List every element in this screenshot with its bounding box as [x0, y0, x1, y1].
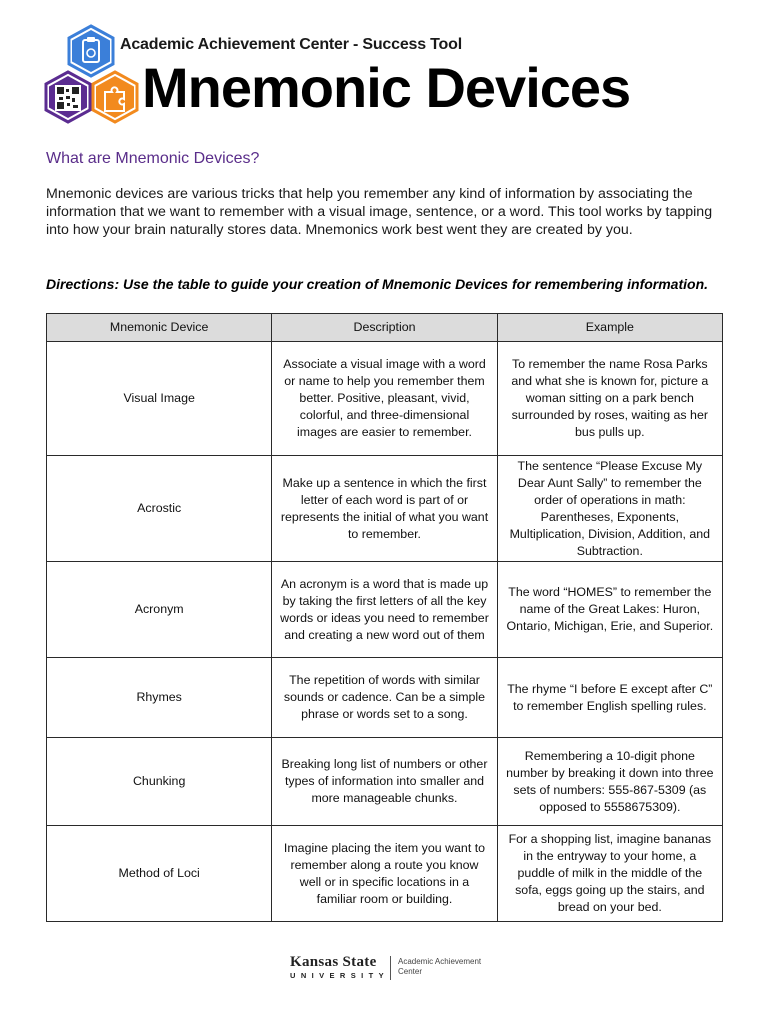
example-cell: The word “HOMES” to remember the name of the Great Lakes: Huron, Ontario, Michigan, Erie, and Superior.: [497, 562, 722, 658]
clipboard-icon: [69, 26, 113, 76]
table-row: [47, 826, 723, 922]
qr-code-icon: [46, 72, 90, 122]
description-cell: An acronym is a word that is made up by taking the first letters of all the key words or ideas you need to remember and creating a new word out of them: [272, 562, 497, 658]
table-row: [47, 456, 723, 562]
device-cell: Rhymes: [47, 658, 272, 738]
page-title: Mnemonic Devices: [142, 56, 631, 119]
department-name: Academic Achievement Center: [398, 957, 482, 976]
header-description: Description: [272, 314, 497, 342]
header-example: Example: [497, 314, 722, 342]
directions-text: Directions: Use the table to guide your creation of Mnemonic Devices for remembering information.: [46, 276, 709, 292]
example-cell: The sentence “Please Excuse My Dear Aunt Sally” to remember the order of operations in math: Parentheses, Exponents, Multiplication, Division, Addition, and Subtraction.: [497, 456, 722, 562]
device-cell: Chunking: [47, 738, 272, 826]
example-cell: The rhyme “I before E except after C” to remember English spelling rules.: [497, 658, 722, 738]
puzzle-icon: [93, 72, 137, 122]
header-device: Mnemonic Device: [47, 314, 272, 342]
university-sub: UNIVERSITY: [290, 971, 390, 980]
footer-logo: [290, 954, 490, 984]
description-cell: Breaking long list of numbers or other types of information into smaller and more manageable chunks.: [272, 738, 497, 826]
footer-divider: [390, 956, 391, 980]
device-cell: Visual Image: [47, 342, 272, 456]
university-name: Kansas State: [290, 954, 377, 970]
device-cell: Method of Loci: [47, 826, 272, 922]
intro-paragraph: Mnemonic devices are various tricks that help you remember any kind of information by associating the information that we want to remember with a visual image, sentence, or a word. This tool works by tapping into how your brain naturally stores data. Mnemonics work best went they are created by you.: [46, 186, 713, 238]
mnemonic-table: [46, 313, 723, 922]
description-cell: Associate a visual image with a word or name to help you remember them better. Positive, pleasant, vivid, colorful, and three-dimensional images are easier to remember.: [272, 342, 497, 456]
page-header: [44, 22, 734, 134]
header-subtitle: Academic Achievement Center - Success Tool: [120, 36, 462, 53]
example-cell: Remembering a 10-digit phone number by breaking it down into three sets of numbers: 555-867-5309 (as opposed to 5558675309).: [497, 738, 722, 826]
description-cell: The repetition of words with similar sounds or cadence. Can be a simple phrase or words set to a song.: [272, 658, 497, 738]
device-cell: Acrostic: [47, 456, 272, 562]
description-cell: Make up a sentence in which the first letter of each word is part of or represents the initial of what you want to remember.: [272, 456, 497, 562]
section-heading: What are Mnemonic Devices?: [46, 150, 260, 167]
example-cell: To remember the name Rosa Parks and what she is known for, picture a woman sitting on a park bench surrounded by roses, waiting as her bus pulls up.: [497, 342, 722, 456]
table-row: [47, 738, 723, 826]
device-cell: Acronym: [47, 562, 272, 658]
table-row: [47, 562, 723, 658]
table-row: [47, 658, 723, 738]
description-cell: Imagine placing the item you want to remember along a route you know well or in specific locations in a familiar room or building.: [272, 826, 497, 922]
table-row: [47, 342, 723, 456]
table-header-row: [47, 314, 723, 342]
example-cell: For a shopping list, imagine bananas in the entryway to your home, a puddle of milk in the middle of the sofa, eggs going up the stairs, and bread on your bed.: [497, 826, 722, 922]
